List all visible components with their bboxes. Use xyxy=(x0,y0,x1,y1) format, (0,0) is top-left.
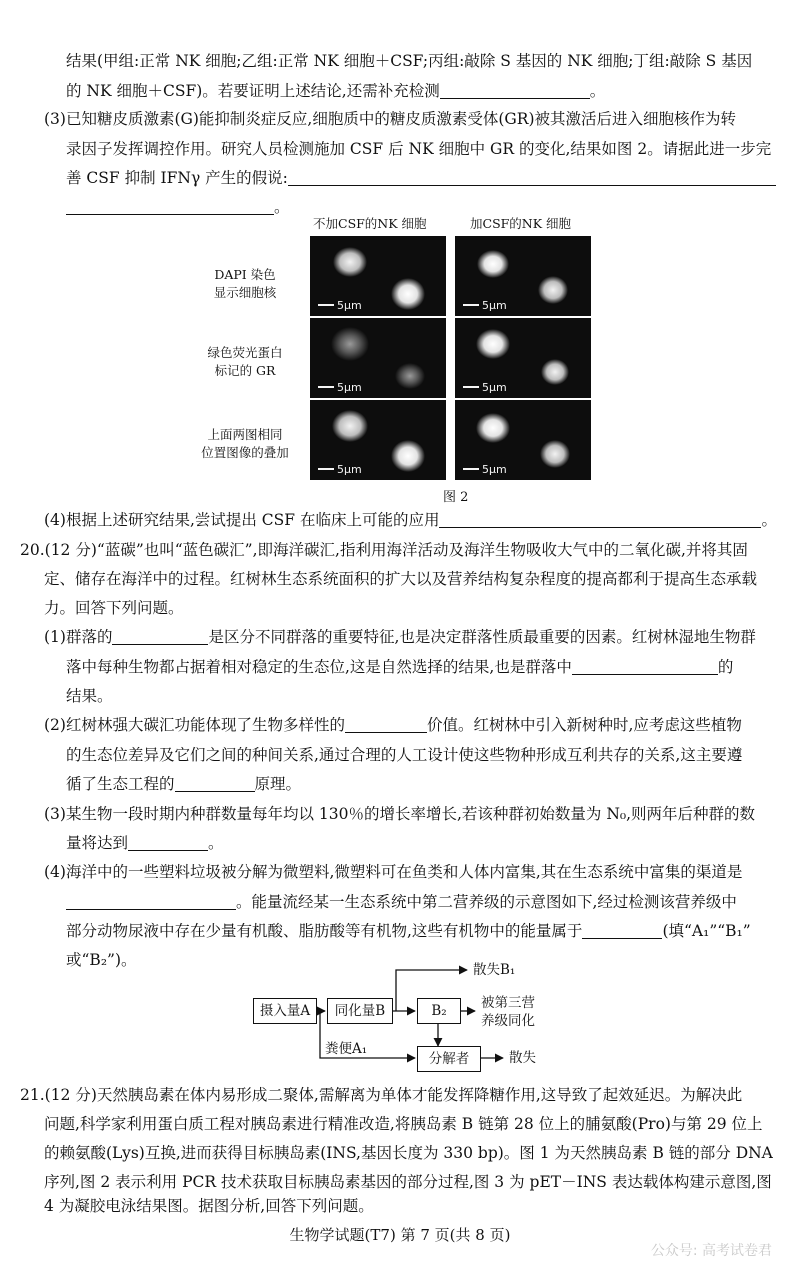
page-footer: 生物学试题(T7) 第 7 页(共 8 页) xyxy=(289,1226,511,1244)
text-line xyxy=(44,622,756,652)
text-line xyxy=(66,828,224,858)
row-label-dapi xyxy=(185,266,305,302)
micrograph-dapi-no-csf xyxy=(310,236,446,316)
text-segment: 落中每种生物都占据着相对稳定的生态位,这是自然选择的结果,也是群落中 xyxy=(66,658,572,676)
text-segment: 部分动物尿液中存在少量有机酸、脂肪酸等有机物,这些有机物中的能量属于 xyxy=(66,922,583,940)
answer-blank[interactable] xyxy=(439,509,761,528)
text-segment: 原理。 xyxy=(254,775,302,793)
text-segment: 价值。红树林中引入新树种时,应考虑这些植物 xyxy=(426,716,742,734)
row-label-merge xyxy=(185,426,305,462)
text-segment: (2)红树林强大碳汇功能体现了生物多样性的 xyxy=(44,716,345,734)
row-label-line: 上面两图相同 xyxy=(207,427,283,442)
scale-bar: 5μm xyxy=(318,299,362,312)
text-segment: 是区分不同群落的重要特征,也是决定群落性质最重要的因素。红树林湿地生物群 xyxy=(208,628,756,646)
third-level-line: 被第三营 xyxy=(481,995,535,1011)
energy-flow-diagram xyxy=(245,950,565,1080)
text-line: 定、储存在海洋中的过程。红树林生态系统面积的扩大以及营养结构复杂程度的提高都利于提高生态承载 xyxy=(44,570,758,588)
scale-bar: 5μm xyxy=(463,299,507,312)
text-line xyxy=(66,76,605,106)
text-line: 的赖氨酸(Lys)互换,进而获得目标胰岛素(INS,基因长度为 330 bp)。图 1 为天然胰岛素 B 链的部分 DNA xyxy=(44,1144,773,1162)
text-line: 录因子发挥调控作用。研究人员检测施加 CSF 后 NK 细胞中 GR 的变化,结果如图 2。请据此进一步完 xyxy=(66,140,772,158)
text-segment: 循了生态工程的 xyxy=(66,775,175,793)
text-line: (3)已知糖皮质激素(G)能抑制炎症反应,细胞质中的糖皮质激素受体(GR)被其激活后进入细胞核作为转 xyxy=(44,110,737,128)
text-segment: 。 xyxy=(208,834,224,852)
decomposer-box: 分解者 xyxy=(417,1046,481,1072)
answer-blank[interactable] xyxy=(66,196,274,215)
text-segment: 。 xyxy=(274,198,290,216)
text-line xyxy=(66,652,733,682)
text-line: 序列,图 2 表示利用 PCR 技术获取目标胰岛素基因的部分过程,图 3 为 pET－INS 表达载体构建示意图,图 xyxy=(44,1173,772,1191)
text-line: 4 为凝胶电泳结果图。据图分析,回答下列问题。 xyxy=(44,1197,374,1215)
text-line: (3)某生物一段时期内种群数量每年均以 130％的增长率增长,若该种群初始数量为 N₀,则两年后种群的数 xyxy=(44,805,756,823)
figure-caption: 图 2 xyxy=(443,490,469,505)
text-line: 或“B₂”)。 xyxy=(66,951,137,969)
answer-blank[interactable] xyxy=(345,714,427,733)
text-segment: 善 CSF 抑制 IFNγ 产生的假说: xyxy=(66,169,288,187)
answer-blank[interactable] xyxy=(288,167,776,186)
question-21-line: 21.(12 分)天然胰岛素在体内易形成二聚体,需解离为单体才能发挥降糖作用,这导致了起效延迟。为解决此 xyxy=(20,1086,743,1104)
column-header-csf: 加CSF的NK 细胞 xyxy=(470,216,572,231)
row-label-line: 位置图像的叠加 xyxy=(201,445,289,460)
micrograph-merge-csf xyxy=(455,400,591,480)
scale-bar: 5μm xyxy=(318,463,362,476)
figure-2 xyxy=(185,214,605,504)
row-label-line: 绿色荧光蛋白 xyxy=(207,345,283,360)
answer-blank[interactable] xyxy=(582,920,662,939)
micrograph-gr-no-csf xyxy=(310,318,446,398)
text-line: 结果(甲组:正常 NK 细胞;乙组:正常 NK 细胞＋CSF;丙组:敲除 S 基因的 NK 细胞;丁组:敲除 S 基因 xyxy=(66,52,753,70)
text-line: 力。回答下列问题。 xyxy=(44,599,184,617)
b2-box: B₂ xyxy=(417,998,461,1024)
text-segment: 。 xyxy=(761,511,777,529)
scale-bar: 5μm xyxy=(463,381,507,394)
text-segment: 的 NK 细胞＋CSF)。若要证明上述结论,还需补充检测 xyxy=(66,82,440,100)
answer-blank[interactable] xyxy=(128,832,208,851)
text-line: (4)海洋中的一些塑料垃圾被分解为微塑料,微塑料可在鱼类和人体内富集,其在生态系统中富集的渠道是 xyxy=(44,863,743,881)
text-segment: (1)群落的 xyxy=(44,628,113,646)
micrograph-gr-csf xyxy=(455,318,591,398)
column-header-no-csf: 不加CSF的NK 细胞 xyxy=(313,216,427,231)
watermark: 公众号: 高考试卷君 xyxy=(650,1243,772,1259)
row-label-line: 显示细胞核 xyxy=(213,285,277,300)
row-label-line: DAPI 染色 xyxy=(214,267,276,282)
loss-label: 散失 xyxy=(509,1050,536,1066)
intake-box: 摄入量A xyxy=(253,998,317,1024)
row-label-gr xyxy=(185,344,305,380)
text-line: 结果。 xyxy=(66,687,113,705)
text-segment: 。能量流经某一生态系统中第二营养级的示意图如下,经过检测该营养级中 xyxy=(236,893,737,911)
answer-blank[interactable] xyxy=(572,656,718,675)
third-level-line: 养级同化 xyxy=(481,1013,535,1029)
text-line xyxy=(66,163,776,193)
question-20-line: 20.(12 分)“蓝碳”也叫“蓝色碳汇”,即海洋碳汇,指利用海洋活动及海洋生物吸收大气中的二氧化碳,并将其固 xyxy=(20,541,748,559)
text-line xyxy=(66,887,737,917)
micrograph-dapi-csf xyxy=(455,236,591,316)
text-segment: 的 xyxy=(717,658,734,676)
text-segment: (填“A₁”“B₁” xyxy=(662,922,751,940)
answer-blank[interactable] xyxy=(175,773,255,792)
scale-bar: 5μm xyxy=(463,463,507,476)
feces-label: 粪便A₁ xyxy=(325,1041,368,1057)
answer-blank[interactable] xyxy=(112,626,208,645)
answer-blank[interactable] xyxy=(66,891,236,910)
third-level-label xyxy=(481,994,535,1030)
row-label-line: 标记的 GR xyxy=(214,363,276,378)
assimilation-box: 同化量B xyxy=(327,998,393,1024)
text-line xyxy=(44,710,742,740)
text-line: 问题,科学家利用蛋白质工程对胰岛素进行精准改造,将胰岛素 B 链第 28 位上的脯氨酸(Pro)与第 29 位上 xyxy=(44,1115,763,1133)
scale-bar: 5μm xyxy=(318,381,362,394)
loss-b1-label: 散失B₁ xyxy=(473,962,516,978)
answer-blank[interactable] xyxy=(440,80,590,99)
text-segment: 。 xyxy=(589,82,606,100)
text-segment: 量将达到 xyxy=(66,834,129,852)
text-line: 的生态位差异及它们之间的种间关系,通过合理的人工设计使这些物种形成互利共存的关系,这主要遵 xyxy=(66,746,743,764)
micrograph-merge-no-csf xyxy=(310,400,446,480)
text-line xyxy=(44,505,777,535)
text-line xyxy=(66,769,301,799)
text-segment: (4)根据上述研究结果,尝试提出 CSF 在临床上可能的应用 xyxy=(44,511,440,529)
text-line xyxy=(66,916,751,946)
